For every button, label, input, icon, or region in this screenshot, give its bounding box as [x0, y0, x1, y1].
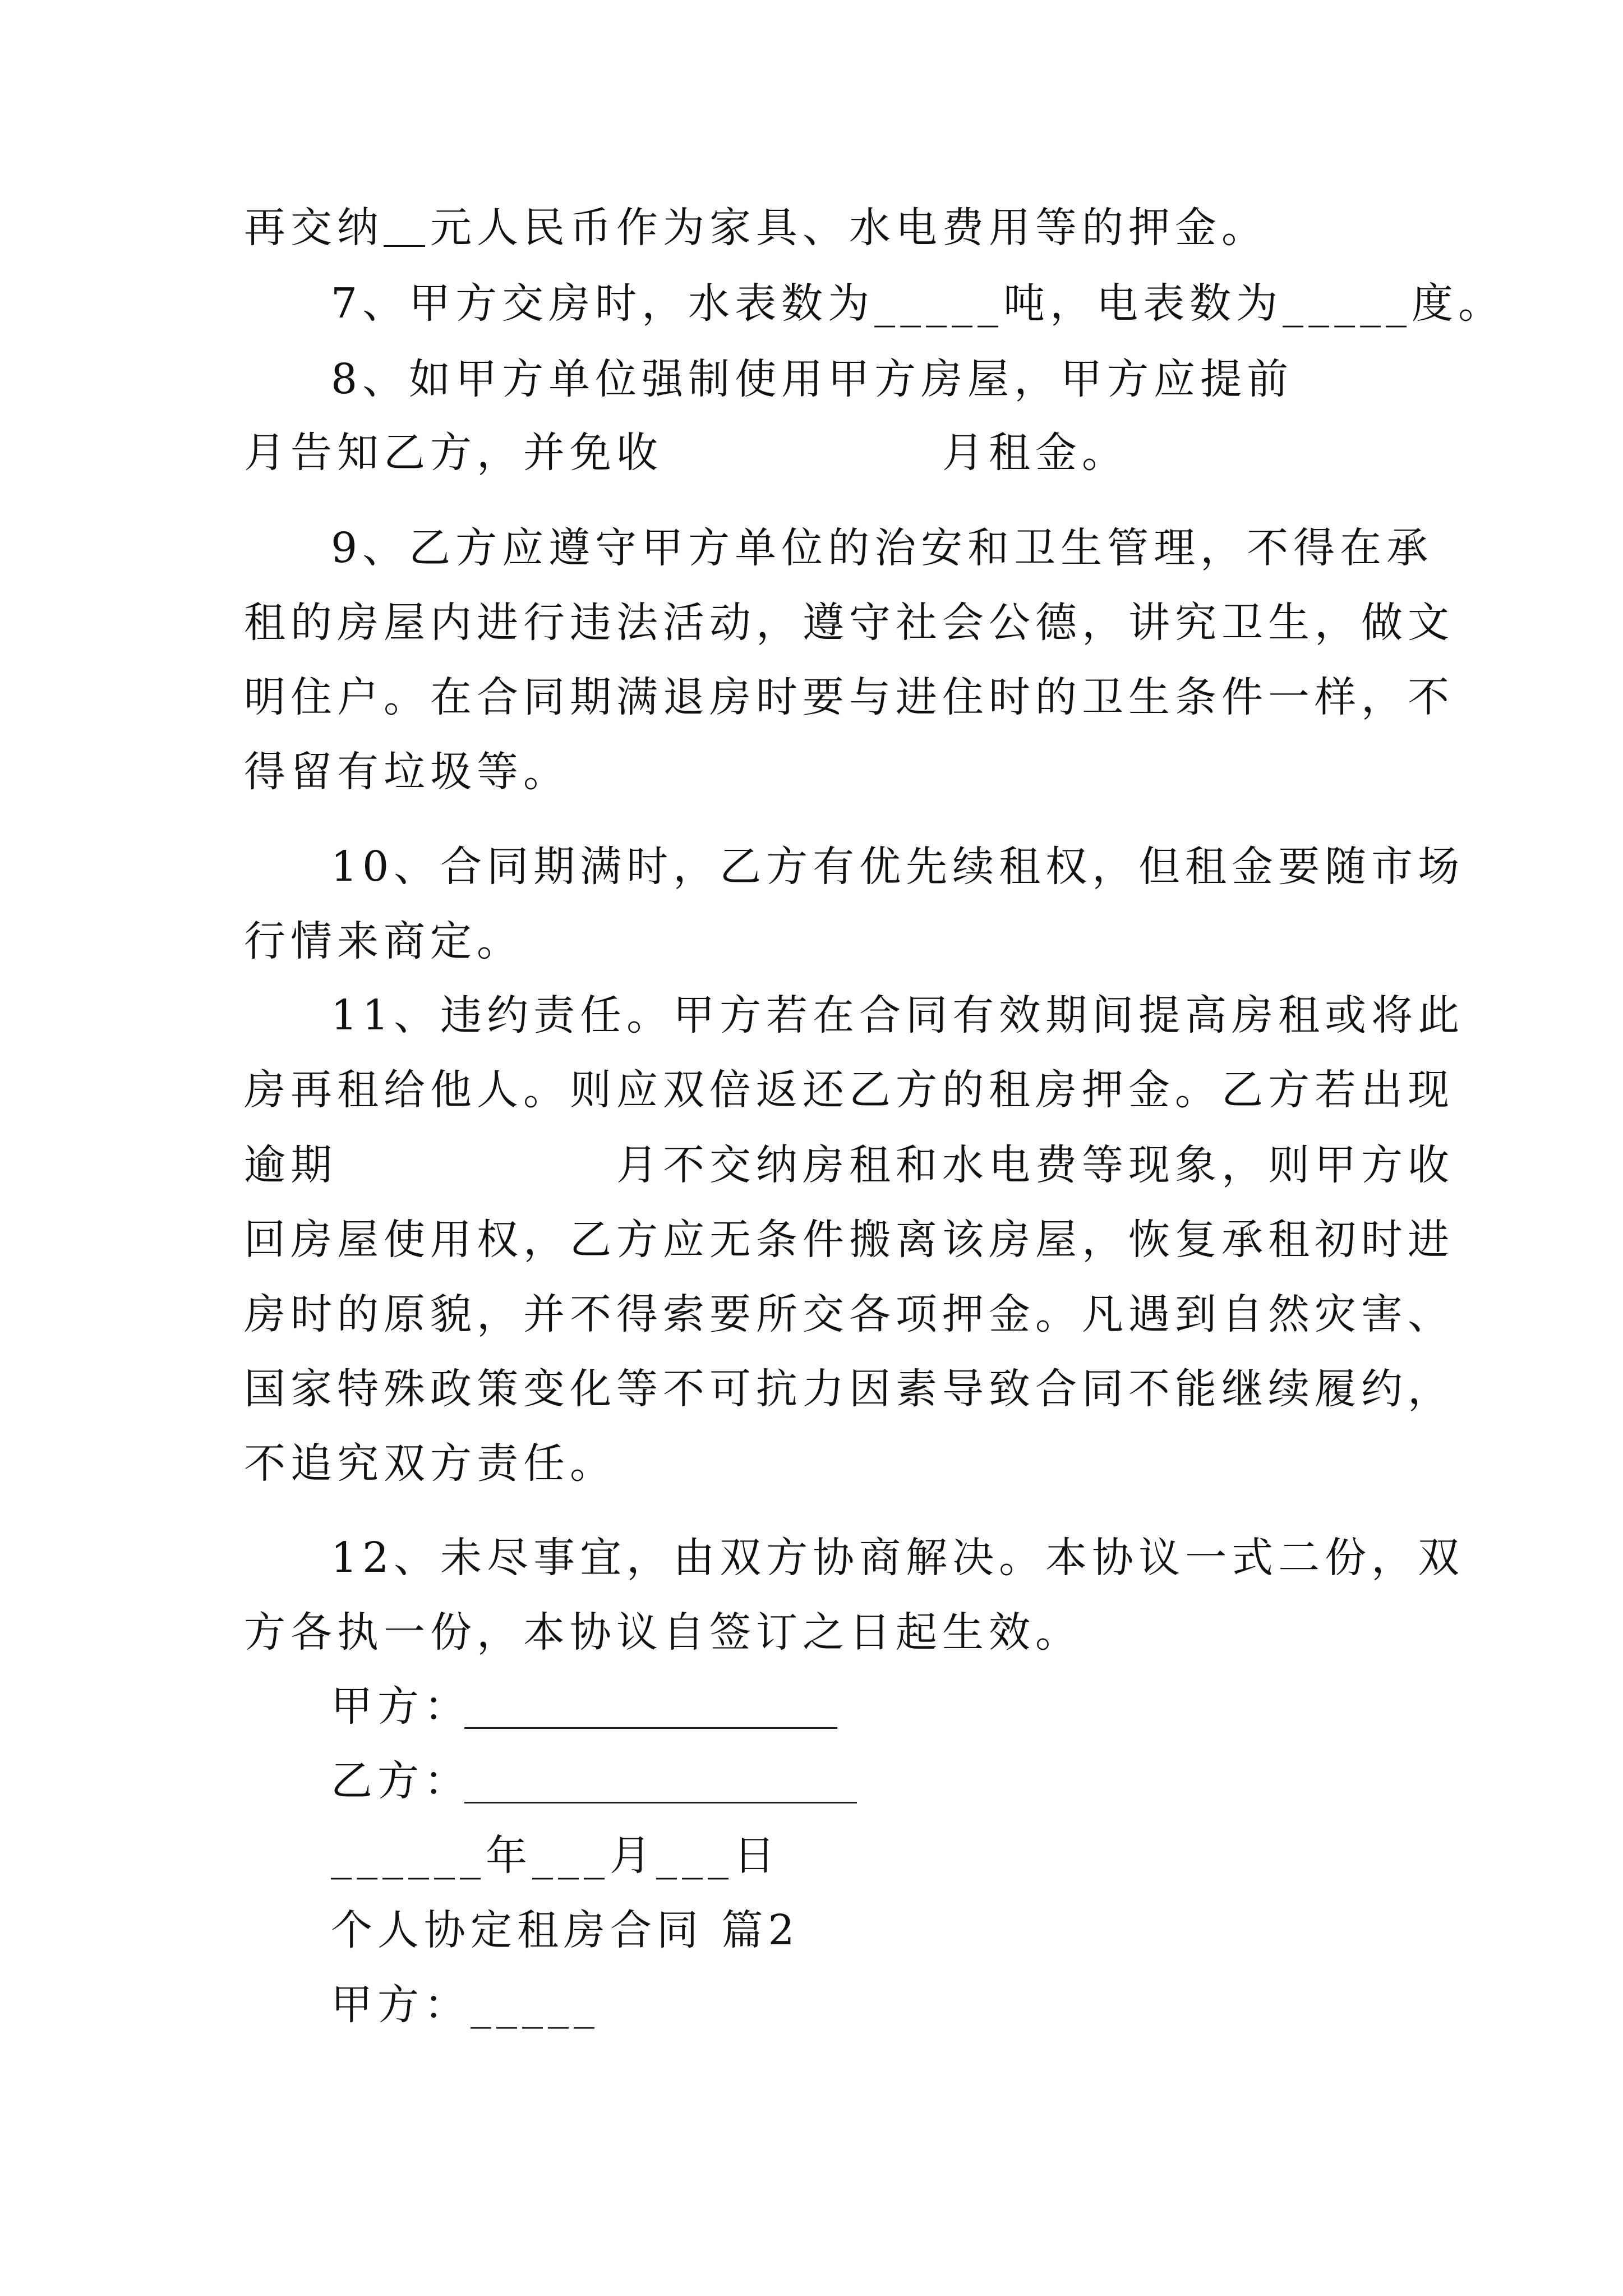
party-b-label: 乙方：: [331, 1757, 471, 1805]
text-line: 行情来商定。: [244, 917, 523, 965]
text-line: 得留有垃圾等。: [244, 748, 570, 796]
party-b-signature-line: [464, 1802, 857, 1803]
text-line: 逾期 月不交纳房租和水电费等现象，则甲方收: [244, 1141, 1454, 1189]
text-line: 月告知乙方，并免收 月租金。: [244, 429, 1128, 477]
text-line: 12、未尽事宜，由双方协商解决。本协议一式二份，双: [331, 1534, 1465, 1582]
date-line: ______年___月___日: [331, 1832, 780, 1880]
text-line: 不追究双方责任。: [244, 1439, 616, 1488]
text-line: 11、违约责任。甲方若在合同有效期间提高房租或将此: [331, 991, 1465, 1039]
text-line: 明住户。在合同期满退房时要与进住时的卫生条件一样，不: [244, 673, 1454, 721]
text-line: 7、甲方交房时，水表数为_____吨，电表数为_____度。: [331, 279, 1505, 328]
party-a-signature-line: [464, 1727, 837, 1729]
text-line: 再交纳＿元人民币作为家具、水电费用等的押金。: [244, 204, 1268, 252]
text-line: 8、如甲方单位强制使用甲方房屋，甲方应提前: [331, 355, 1294, 403]
text-line: 房时的原貌，并不得索要所交各项押金。凡遇到自然灾害、: [244, 1290, 1454, 1338]
text-line: 9、乙方应遵守甲方单位的治安和卫生管理，不得在承: [331, 524, 1433, 572]
section-heading: 个人协定租房合同 篇2: [331, 1906, 800, 1954]
text-line: 10、合同期满时，乙方有优先续租权，但租金要随市场: [331, 843, 1465, 891]
party-a-label: 甲方：_____: [331, 1981, 600, 2029]
party-a-label: 甲方：: [331, 1682, 471, 1731]
text-line: 房再租给他人。则应双倍返还乙方的租房押金。乙方若出现: [244, 1066, 1454, 1114]
text-line: 国家特殊政策变化等不可抗力因素导致合同不能继续履约，: [244, 1365, 1454, 1413]
text-line: 租的房屋内进行违法活动，遵守社会公德，讲究卫生，做文: [244, 599, 1454, 647]
text-line: 方各执一份，本协议自签订之日起生效。: [244, 1608, 1082, 1657]
text-line: 回房屋使用权，乙方应无条件搬离该房屋，恢复承租初时进: [244, 1216, 1454, 1264]
